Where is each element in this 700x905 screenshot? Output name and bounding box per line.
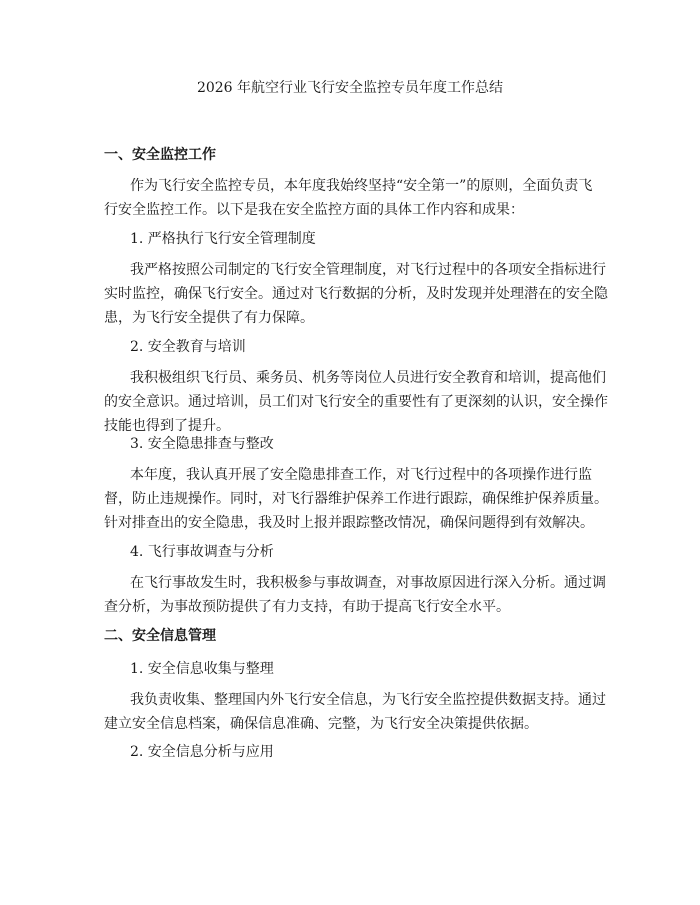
sub-heading-education-training: 2. 安全教育与培训	[130, 339, 246, 355]
sub-heading-info-analysis: 2. 安全信息分析与应用	[130, 744, 274, 760]
paragraph-line: 行安全监控工作。以下是我在安全监控方面的具体工作内容和成果：	[104, 202, 524, 218]
paragraph-line: 实时监控，确保飞行安全。通过对飞行数据的分析，及时发现并处理潜在的安全隐	[104, 286, 608, 302]
section-heading-info-management: 二、安全信息管理	[104, 628, 216, 644]
paragraph-line: 我负责收集、整理国内外飞行安全信息，为飞行安全监控提供数据支持。通过	[130, 692, 606, 708]
paragraph-line: 我积极组织飞行员、乘务员、机务等岗位人员进行安全教育和培训，提高他们	[130, 370, 606, 386]
paragraph-line: 患，为飞行安全提供了有力保障。	[104, 310, 314, 326]
paragraph-line: 本年度，我认真开展了安全隐患排查工作，对飞行过程中的各项操作进行监	[130, 467, 592, 483]
sub-heading-hazard-inspection: 3. 安全隐患排查与整改	[130, 436, 274, 452]
section-intro-paragraph	[104, 174, 600, 222]
paragraph-line: 督，防止违规操作。同时，对飞行器维护保养工作进行跟踪，确保维护保养质量。	[104, 491, 608, 507]
sub-heading-info-collection: 1. 安全信息收集与整理	[130, 661, 274, 677]
paragraph-hazard-inspection	[104, 463, 608, 535]
paragraph-line: 作为飞行安全监控专员，本年度我始终坚持“安全第一”的原则，全面负责飞	[130, 178, 593, 194]
sub-heading-accident-investigation: 4. 飞行事故调查与分析	[130, 544, 274, 560]
sub-heading-management-system: 1. 严格执行飞行安全管理制度	[130, 231, 316, 247]
paragraph-info-collection	[104, 688, 606, 736]
paragraph-education-training	[104, 366, 608, 438]
paragraph-line: 的安全意识。通过培训，员工们对飞行安全的重要性有了更深刻的认识，安全操作	[104, 394, 608, 410]
paragraph-line: 在飞行事故发生时，我积极参与事故调查，对事故原因进行深入分析。通过调	[130, 575, 606, 591]
paragraph-accident-investigation	[104, 571, 606, 619]
paragraph-line: 查分析，为事故预防提供了有力支持，有助于提高飞行安全水平。	[104, 599, 510, 615]
paragraph-line: 技能也得到了提升。	[104, 418, 230, 434]
document-title: 2026 年航空行业飞行安全监控专员年度工作总结	[196, 80, 504, 96]
paragraph-management-system	[104, 258, 608, 330]
paragraph-line: 针对排查出的安全隐患，我及时上报并跟踪整改情况，确保问题得到有效解决。	[104, 515, 594, 531]
paragraph-line: 建立安全信息档案，确保信息准确、完整，为飞行安全决策提供依据。	[104, 716, 538, 732]
section-heading-safety-monitoring: 一、安全监控工作	[104, 147, 216, 163]
paragraph-line: 我严格按照公司制定的飞行安全管理制度，对飞行过程中的各项安全指标进行	[130, 262, 606, 278]
